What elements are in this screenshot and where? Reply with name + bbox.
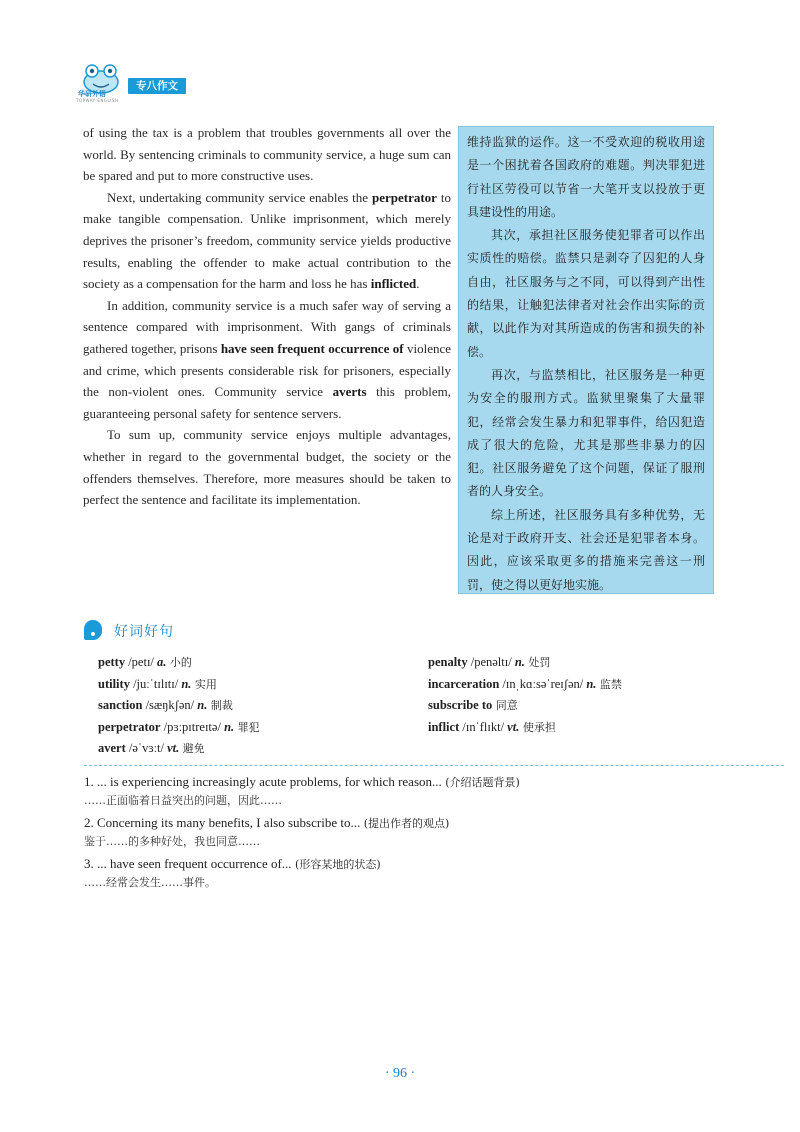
text-run: of using the tax is a problem that troubles governments all over the world. By sentencing criminals to community service, a huge sum can be spared and put to more constructive uses.: [83, 125, 451, 184]
page-number: · 96 ·: [384, 1066, 416, 1081]
sentence-pattern-cn: 鉴于……的多种好处，我也同意……: [84, 835, 260, 848]
text-run: To sum up, community service enjoys multiple advantages, whether in regard to the governmental budget, the society or the offenders themselves. Therefore, more measures should be taken to perfect the sentence and facilitate its implementation.: [83, 427, 451, 508]
vocab-item: [428, 676, 622, 692]
vocab-meaning: 同意: [492, 699, 518, 712]
vocab-part-of-speech: a.: [157, 655, 167, 669]
vocab-item: [428, 719, 556, 735]
chinese-paragraph: 综上所述，社区服务具有多种优势，无论是对于政府开支、社会还是犯罪者本身。因此，应该采取更多的措施来完善这一刑罚，使之得以更好地实施。: [467, 507, 705, 592]
vocab-item: [428, 697, 518, 713]
chinese-translation-box: [458, 126, 714, 594]
sentence-pattern-cn: ……正面临着日益突出的问题，因此……: [84, 794, 282, 807]
vocab-phonetic: /petɪ/: [125, 655, 158, 669]
text-run: Next, undertaking community service enables the: [107, 189, 372, 205]
sentence-pattern-en: [84, 854, 764, 874]
sentence-pattern-en: [84, 772, 764, 792]
vocab-word: subscribe to: [428, 698, 493, 712]
sentence-pattern-en: [84, 813, 764, 833]
english-paragraph: [83, 187, 451, 295]
vocab-part-of-speech: n.: [197, 698, 208, 712]
english-essay: [83, 122, 451, 511]
page-header: [68, 56, 368, 103]
sentence-text: 3. ... have seen frequent occurrence of...: [84, 856, 292, 871]
vocab-word: perpetrator: [98, 719, 161, 734]
speech-bubble-icon: [84, 620, 102, 640]
vocab-item: [98, 740, 205, 756]
vocab-part-of-speech: vt.: [507, 719, 520, 734]
text-run: to make tangible compensation. Unlike imprisonment, which merely deprives the prisoner’s freedom, community service yields productive results, enabling the offender to make actual contribution to the society as a compensation for the harm and loss he has: [83, 189, 451, 292]
highlighted-phrase: averts: [332, 384, 367, 400]
vocab-item: [98, 654, 192, 670]
vocab-word: penalty: [428, 655, 468, 669]
sentence-patterns: [84, 772, 764, 895]
vocab-item: [98, 719, 260, 735]
english-paragraph: [83, 295, 451, 425]
vocab-phonetic: /ɪnˈflɪkt/: [459, 719, 508, 734]
vocab-meaning: 制裁: [207, 699, 233, 712]
text-run: this problem, guaranteeing personal safety for sentence servers.: [83, 384, 451, 421]
vocab-phonetic: /əˈvɜːt/: [125, 741, 168, 755]
sentence-pattern-cn: ……经常会发生……事件。: [84, 876, 216, 889]
vocab-phonetic: /pɜːpɪtreɪtə/: [160, 719, 225, 734]
vocab-word: avert: [98, 741, 126, 755]
chinese-paragraph: 维持监狱的运作。这一不受欢迎的税收用途是一个困扰着各国政府的难题。判决罪犯进行社区劳役可以节省一大笔开支以投放于更具建设性的用途。: [467, 135, 705, 219]
chinese-paragraph: 其次，承担社区服务使犯罪者可以作出实质性的赔偿。监禁只是剥夺了囚犯的人身自由，社区服务与之不同，可以得到产出性的结果，让触犯法律者对社会作出实际的贡献，以此作为对其所造成的伤害和损失的补偿。: [467, 228, 705, 359]
logo-text: 华研外语: [78, 90, 106, 98]
sentence-note: (介绍话题背景): [441, 776, 520, 789]
vocab-meaning: 小的: [166, 656, 192, 669]
vocab-phonetic: /juːˈtɪlɪtɪ/: [129, 676, 182, 691]
text-run: violence and crime, which presents considerable risk for prisoners, especially the non-violent ones. Community service: [83, 340, 452, 400]
vocab-phonetic: /ɪnˌkɑːsəˈreɪʃən/: [499, 676, 587, 691]
vocab-part-of-speech: n.: [181, 676, 192, 691]
sentence-text: 2. Concerning its many benefits, I also subscribe to...: [84, 815, 361, 830]
sentence-note: (形容某地的状态): [291, 858, 381, 871]
text-run: .: [416, 276, 420, 292]
vocab-part-of-speech: n.: [586, 676, 597, 691]
vocab-word: petty: [98, 655, 126, 669]
section-tab: 专八作文: [128, 78, 186, 94]
highlighted-phrase: have seen frequent occurrence of: [220, 340, 404, 356]
vocab-item: [98, 676, 217, 692]
vocab-part-of-speech: vt.: [167, 741, 180, 755]
vocab-part-of-speech: n.: [224, 719, 235, 734]
vocab-word: incarceration: [428, 676, 500, 691]
vocab-meaning: 实用: [191, 677, 217, 691]
vocab-phonetic: /penəltɪ/: [467, 655, 515, 669]
highlighted-phrase: inflicted: [370, 276, 417, 292]
vocab-meaning: 使承担: [519, 720, 556, 734]
logo-subtext: TOPWAY ENGLISH: [76, 98, 119, 103]
text-run: In addition, community service is a much safer way of serving a sentence compared with imprisonment. With gangs of criminals gathered together, prisons: [83, 297, 451, 356]
vocab-meaning: 避免: [179, 742, 205, 755]
sentence-note: (提出作者的观点): [360, 817, 450, 830]
vocab-phonetic: /sæŋkʃən/: [142, 698, 198, 712]
vocab-meaning: 处罚: [524, 656, 551, 669]
vocab-meaning: 罪犯: [234, 720, 260, 734]
vocab-item: [428, 654, 550, 670]
vocab-word: inflict: [428, 719, 460, 734]
english-paragraph: [83, 424, 451, 510]
english-paragraph: [83, 122, 451, 187]
vocab-item: [98, 697, 233, 713]
vocab-part-of-speech: n.: [514, 655, 525, 669]
vocab-section-title: 好词好句: [114, 624, 174, 640]
vocab-meaning: 监禁: [596, 677, 622, 691]
highlighted-phrase: perpetrator: [371, 189, 437, 205]
sentence-text: 1. ... is experiencing increasingly acute problems, for which reason...: [84, 774, 442, 789]
chinese-paragraph: 再次，与监禁相比，社区服务是一种更为安全的服刑方式。监狱里聚集了大量罪犯，经常会发生暴力和犯罪事件，给囚犯造成了很大的危险，尤其是那些非暴力的囚犯。社区服务避免了这个问题，保证了服刑者的人身安全。: [467, 367, 705, 499]
vocab-word: sanction: [98, 698, 143, 712]
vocab-word: utility: [98, 676, 130, 691]
dashed-divider: [84, 765, 784, 766]
